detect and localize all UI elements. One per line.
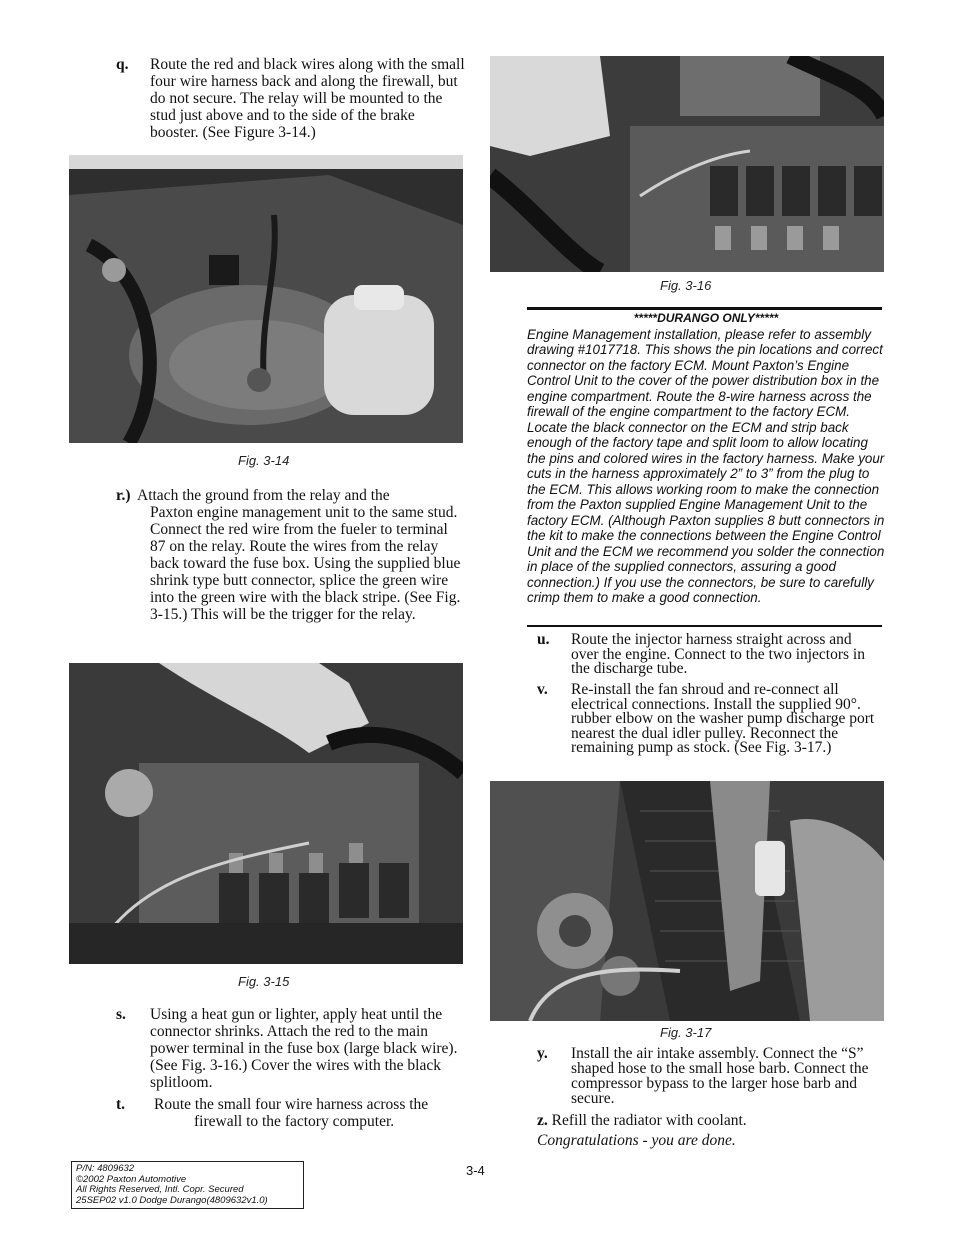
step-z-text: Refill the radiator with coolant. [551,1112,747,1129]
figure-3-14-photo [69,155,463,443]
footer-rights: All Rights Reserved, Intl. Copr. Secured [76,1184,244,1195]
step-t-text-first: Route the small four wire harness across the [154,1096,429,1113]
footer-box [71,1161,304,1209]
step-v [537,683,883,779]
step-q-label: q. [116,56,129,73]
step-v-label: v. [537,681,548,698]
step-z [537,1112,883,1130]
figure-3-16-photo [490,56,884,272]
step-z-label: z. [537,1112,548,1129]
figure-3-14-caption: Fig. 3-14 [238,453,290,468]
page-number: 3-4 [466,1163,485,1178]
step-u [537,633,883,681]
notice-title: *****DURANGO ONLY***** [633,311,779,325]
figure-3-15-photo [69,663,463,964]
step-y [537,1046,883,1108]
step-v-text: Re-install the fan shroud and re-connect all electrical connections. Install the supplied 90°. rubber elbow on the washer pump discharge port nearest the dual idler pulley. Reconnect the remaining pump as stock. (See Fig. 3-17.) [571,681,875,757]
step-y-text: Install the air intake assembly. Connect the “S” shaped hose to the small hose barb. Connect the compressor bypass to the larger hose barb and secure. [571,1045,869,1107]
figure-3-17-caption: Fig. 3-17 [660,1025,712,1040]
step-s [116,1006,466,1096]
footer-copyright: ©2002 Paxton Automotive [76,1173,187,1185]
step-q-text: Route the red and black wires along with the small four wire harness back and along the firewall, but do not secure. The relay will be mounted to the stud just above and to the side of the brake booster. (See Figure 3-14.) [150,56,465,141]
step-q [116,56,466,146]
step-r [116,487,466,647]
footer-part-number: P/N: 4809632 [76,1163,135,1174]
step-t-label: t. [116,1096,126,1113]
notice-bottom-rule [527,625,882,627]
step-t [116,1096,466,1132]
step-s-label: s. [116,1006,126,1023]
step-r-text-first: Attach the ground from the relay and the [137,487,390,504]
step-u-text: Route the injector harness straight across and over the engine. Connect to the two injectors in the discharge tube. [571,631,865,678]
step-r-label: r.) [116,487,131,504]
step-r-text-rest: Paxton engine management unit to the same stud. Connect the red wire from the fueler to terminal 87 on the relay. Route the wires from the relay back toward the fuse box. Using the supplied blue shrink type butt connector, splice the green wire into the green wire with the black stripe. (See Fig. 3-15.) This will be the trigger for the relay. [150,504,461,623]
footer-revision: 25SEP02 v1.0 Dodge Durango(4809632v1.0) [76,1194,268,1206]
durango-notice [527,311,885,606]
figure-3-17-photo [490,781,884,1021]
notice-top-rule [527,307,882,310]
step-y-label: y. [537,1045,548,1062]
closing-line: Congratulations - you are done. [537,1132,736,1149]
figure-3-15-caption: Fig. 3-15 [238,974,290,989]
figure-3-16-caption: Fig. 3-16 [660,278,712,293]
step-s-text: Using a heat gun or lighter, apply heat until the connector shrinks. Attach the red to the main power terminal in the fuse box (large black wire). (See Fig. 3-16.) Cover the wires with the black splitloom. [150,1006,458,1091]
step-u-label: u. [537,631,550,648]
step-t-text-rest: firewall to the factory computer. [194,1113,395,1130]
notice-body: Engine Management installation, please refer to assembly drawing #1017718. This shows the pin locations and correct connector on the factory ECM. Mount Paxton’s Engine Control Unit to the cover of the power distribution box in the engine compartment. Route the 8-wire harness across the firewall of the engine compartment to the factory ECM. Locate the black connector on the ECM and strip back enough of the factory tape and split loom to allow locating the pins and colored wires in the factory harness. Make your cuts in the harness approximately 2” to 3” from the plug to the ECM. This allows working room to make the connection from the Paxton supplied Engine Management Unit to the factory ECM. (Although Paxton supplies 8 butt connectors in the kit to make the connections between the Engine Control Unit and the ECM we recommend you solder the connection in place of the supplied connectors, assuring a good connection.) If you use the connectors, be sure to carefully crimp them to make a good connection. [527,326,885,605]
